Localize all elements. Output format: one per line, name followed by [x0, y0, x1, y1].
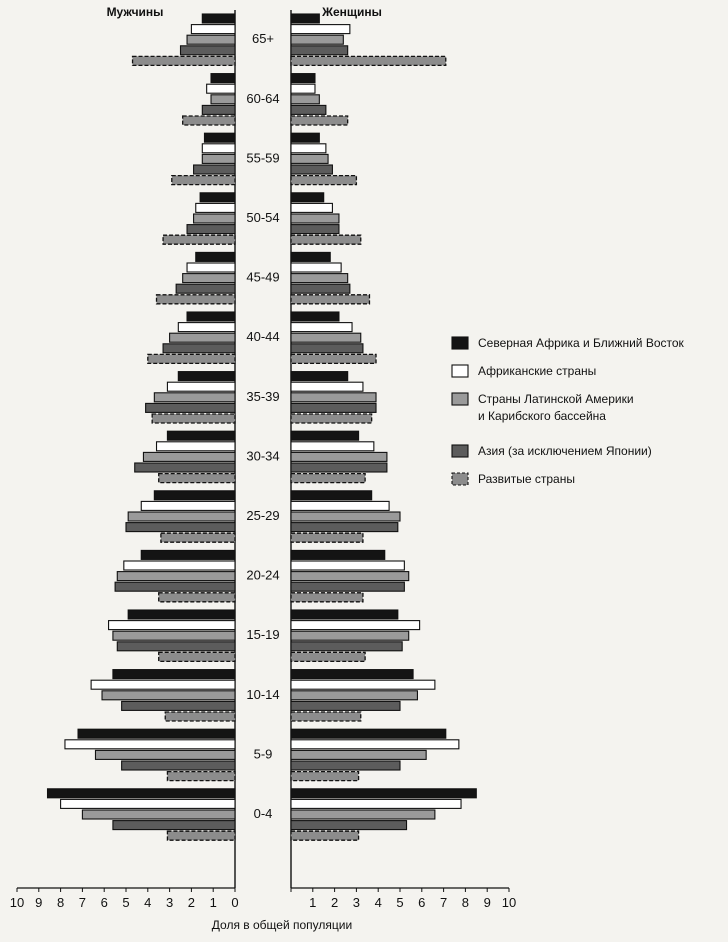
- bar-male-60-64-series-3: [202, 105, 235, 114]
- bar-male-25-29-series-3: [126, 523, 235, 532]
- legend-label-line: и Карибского бассейна: [478, 409, 606, 423]
- bar-male-50-54-series-2: [194, 214, 235, 223]
- x-tick-label: 7: [78, 895, 87, 910]
- x-tick-label: 8: [461, 895, 470, 910]
- bar-male-30-34-series-2: [143, 452, 235, 461]
- bar-male-15-19-series-2: [113, 631, 235, 640]
- bar-male-5-9-series-0: [78, 729, 235, 738]
- bar-female-40-44-series-2: [291, 333, 361, 342]
- bar-female-20-24-series-2: [291, 572, 409, 581]
- bar-male-45-49-series-0: [196, 252, 235, 261]
- x-tick-label: 3: [352, 895, 361, 910]
- bar-female-45-49-series-3: [291, 284, 350, 293]
- bar-female-30-34-series-0: [291, 431, 359, 440]
- bar-female-40-44-series-1: [291, 323, 352, 332]
- x-tick-label: 9: [35, 895, 43, 910]
- bar-female-20-24-series-1: [291, 561, 404, 570]
- bar-female-55-59-series-3: [291, 165, 332, 174]
- bar-female-5-9-series-3: [291, 761, 400, 770]
- bar-female-35-39-series-4: [291, 414, 372, 423]
- bar-female-0-4-series-4: [291, 831, 359, 840]
- bar-male-35-39-series-4: [152, 414, 235, 423]
- bar-male-40-44-series-2: [170, 333, 235, 342]
- bar-female-65+-series-1: [291, 25, 350, 34]
- bar-female-55-59-series-4: [291, 176, 356, 185]
- bar-male-30-34-series-3: [135, 463, 235, 472]
- bar-male-10-14-series-1: [91, 680, 235, 689]
- bar-female-30-34-series-4: [291, 474, 365, 483]
- legend-swatch: [452, 445, 468, 457]
- bar-female-40-44-series-4: [291, 354, 376, 363]
- bar-female-45-49-series-0: [291, 252, 330, 261]
- bar-female-10-14-series-4: [291, 712, 361, 721]
- bar-female-50-54-series-2: [291, 214, 339, 223]
- bar-male-30-34-series-0: [167, 431, 235, 440]
- bar-female-0-4-series-3: [291, 821, 407, 830]
- age-group-label: 30-34: [246, 448, 280, 464]
- bar-male-30-34-series-1: [157, 442, 235, 451]
- bar-female-15-19-series-3: [291, 642, 402, 651]
- bar-female-25-29-series-4: [291, 533, 363, 542]
- legend-swatch: [452, 473, 468, 485]
- bar-male-20-24-series-4: [159, 593, 235, 602]
- bar-male-15-19-series-4: [159, 652, 235, 661]
- bar-male-15-19-series-0: [128, 610, 235, 619]
- x-tick-label: 10: [501, 895, 517, 910]
- bar-male-65+-series-2: [187, 35, 235, 44]
- bar-male-5-9-series-4: [167, 772, 235, 781]
- x-tick-label: 1: [209, 895, 217, 910]
- bar-male-50-54-series-1: [196, 203, 235, 212]
- bar-male-40-44-series-0: [187, 312, 235, 321]
- bar-male-15-19-series-3: [117, 642, 235, 651]
- x-tick-label: 1: [309, 895, 317, 910]
- bar-female-10-14-series-3: [291, 701, 400, 710]
- bar-male-10-14-series-2: [102, 691, 235, 700]
- bar-female-45-49-series-4: [291, 295, 369, 304]
- bar-female-45-49-series-1: [291, 263, 341, 272]
- legend-swatch: [452, 337, 468, 349]
- x-tick-label: 9: [483, 895, 491, 910]
- bar-male-10-14-series-3: [122, 701, 235, 710]
- bar-female-60-64-series-1: [291, 84, 315, 93]
- x-axis-title: Доля в общей популяции: [211, 918, 353, 932]
- bar-male-25-29-series-4: [161, 533, 235, 542]
- bar-male-65+-series-1: [191, 25, 235, 34]
- bar-female-50-54-series-0: [291, 193, 324, 202]
- x-tick-label: 8: [56, 895, 65, 910]
- bar-female-25-29-series-1: [291, 501, 389, 510]
- bar-male-0-4-series-2: [82, 810, 235, 819]
- bar-female-40-44-series-0: [291, 312, 339, 321]
- bar-male-55-59-series-2: [202, 154, 235, 163]
- bar-female-10-14-series-0: [291, 670, 413, 679]
- bar-male-45-49-series-2: [183, 274, 235, 283]
- bar-male-55-59-series-1: [202, 144, 235, 153]
- bar-female-5-9-series-2: [291, 750, 426, 759]
- bar-male-35-39-series-2: [154, 393, 235, 402]
- bar-female-10-14-series-1: [291, 680, 435, 689]
- bar-male-10-14-series-0: [113, 670, 235, 679]
- bar-male-25-29-series-1: [141, 501, 235, 510]
- bar-female-25-29-series-3: [291, 523, 398, 532]
- x-tick-label: 3: [165, 895, 174, 910]
- bar-male-60-64-series-1: [207, 84, 235, 93]
- age-group-label: 55-59: [246, 150, 280, 166]
- bar-male-0-4-series-1: [61, 799, 235, 808]
- bar-female-65+-series-2: [291, 35, 343, 44]
- bar-female-20-24-series-4: [291, 593, 363, 602]
- bar-male-55-59-series-3: [194, 165, 235, 174]
- x-tick-label: 5: [396, 895, 404, 910]
- age-group-label: 25-29: [246, 508, 280, 523]
- x-tick-label: 4: [374, 895, 382, 910]
- bar-male-0-4-series-4: [167, 831, 235, 840]
- bar-male-45-49-series-3: [176, 284, 235, 293]
- age-group-label: 40-44: [246, 329, 280, 345]
- bar-female-65+-series-3: [291, 46, 348, 55]
- age-group-label: 65+: [251, 31, 275, 47]
- legend-label: Северная Африка и Ближний Восток: [478, 336, 684, 350]
- bar-female-15-19-series-4: [291, 652, 365, 661]
- age-group-label: 45-49: [246, 269, 280, 285]
- bar-female-15-19-series-0: [291, 610, 398, 619]
- bar-male-55-59-series-0: [204, 133, 235, 142]
- bar-male-30-34-series-4: [159, 474, 235, 483]
- bar-male-60-64-series-2: [211, 95, 235, 104]
- bar-male-5-9-series-2: [95, 750, 235, 759]
- bar-female-5-9-series-1: [291, 740, 459, 749]
- bar-female-45-49-series-2: [291, 274, 348, 283]
- x-tick-label: 2: [330, 895, 339, 910]
- x-tick-label: 7: [439, 895, 448, 910]
- bar-female-30-34-series-2: [291, 452, 387, 461]
- bar-male-15-19-series-1: [109, 621, 235, 630]
- legend-label: Африканские страны: [478, 364, 597, 378]
- bar-male-40-44-series-3: [163, 344, 235, 353]
- bar-male-40-44-series-1: [178, 323, 235, 332]
- bar-male-65+-series-0: [202, 14, 235, 23]
- bar-female-20-24-series-3: [291, 582, 404, 591]
- legend-label: [478, 392, 634, 423]
- x-tick-label: 0: [231, 895, 239, 910]
- bar-female-25-29-series-2: [291, 512, 400, 521]
- age-group-label: 10-14: [246, 686, 280, 702]
- bar-male-5-9-series-3: [122, 761, 235, 770]
- bar-female-65+-series-0: [291, 14, 319, 23]
- bar-male-25-29-series-0: [154, 491, 235, 500]
- x-tick-label: 2: [187, 895, 196, 910]
- panel-label-men: Мужчины: [106, 5, 164, 19]
- bar-female-50-54-series-4: [291, 235, 361, 244]
- x-tick-label: 6: [418, 895, 426, 910]
- bar-male-60-64-series-0: [211, 74, 235, 83]
- bar-male-5-9-series-1: [65, 740, 235, 749]
- bar-female-15-19-series-2: [291, 631, 409, 640]
- age-group-label: 50-54: [246, 210, 280, 225]
- age-group-label: 5-9: [253, 746, 273, 762]
- bar-female-5-9-series-0: [291, 729, 446, 738]
- bar-male-25-29-series-2: [128, 512, 235, 521]
- bar-female-10-14-series-2: [291, 691, 417, 700]
- x-tick-label: 10: [9, 895, 25, 910]
- bar-male-40-44-series-4: [148, 354, 235, 363]
- x-tick-label: 4: [144, 895, 152, 910]
- age-group-label: 35-39: [246, 388, 280, 404]
- bar-male-50-54-series-0: [200, 193, 235, 202]
- bar-male-20-24-series-3: [115, 582, 235, 591]
- panel-label-women: Женщины: [322, 5, 382, 19]
- bar-male-60-64-series-4: [183, 116, 235, 125]
- bar-female-60-64-series-3: [291, 105, 326, 114]
- bar-female-55-59-series-2: [291, 154, 328, 163]
- x-tick-label: 6: [100, 895, 108, 910]
- legend-label: Развитые страны: [478, 472, 575, 486]
- bar-male-10-14-series-4: [165, 712, 235, 721]
- bar-female-35-39-series-1: [291, 382, 363, 391]
- age-group-label: 0-4: [253, 806, 273, 821]
- bar-female-20-24-series-0: [291, 550, 385, 559]
- bar-female-60-64-series-2: [291, 95, 319, 104]
- legend-swatch: [452, 393, 468, 405]
- age-group-label: 60-64: [246, 90, 280, 106]
- bar-female-60-64-series-4: [291, 116, 348, 125]
- bar-female-30-34-series-3: [291, 463, 387, 472]
- legend-label-line: Страны Латинской Америки: [478, 392, 634, 406]
- bar-male-20-24-series-0: [141, 550, 235, 559]
- x-tick-label: 5: [122, 895, 130, 910]
- bar-female-50-54-series-3: [291, 225, 339, 234]
- age-group-label: 15-19: [246, 627, 280, 643]
- bar-female-15-19-series-1: [291, 621, 420, 630]
- age-group-label: 20-24: [246, 567, 280, 583]
- bar-male-55-59-series-4: [172, 176, 235, 185]
- bar-female-0-4-series-1: [291, 799, 461, 808]
- bar-female-50-54-series-1: [291, 203, 332, 212]
- bar-female-55-59-series-0: [291, 133, 319, 142]
- bar-male-50-54-series-3: [187, 225, 235, 234]
- bar-female-40-44-series-3: [291, 344, 363, 353]
- bar-male-0-4-series-0: [48, 789, 235, 798]
- bar-male-20-24-series-1: [124, 561, 235, 570]
- bar-male-45-49-series-1: [187, 263, 235, 272]
- bar-female-55-59-series-1: [291, 144, 326, 153]
- bar-male-65+-series-4: [133, 56, 235, 65]
- bar-female-65+-series-4: [291, 56, 446, 65]
- legend-label: Азия (за исключением Японии): [478, 444, 652, 458]
- bar-male-50-54-series-4: [163, 235, 235, 244]
- bar-female-0-4-series-2: [291, 810, 435, 819]
- bar-male-35-39-series-0: [178, 372, 235, 381]
- bar-male-20-24-series-2: [117, 572, 235, 581]
- bar-female-35-39-series-3: [291, 403, 376, 412]
- bar-male-45-49-series-4: [157, 295, 235, 304]
- legend-swatch: [452, 365, 468, 377]
- bar-male-35-39-series-1: [167, 382, 235, 391]
- bar-female-5-9-series-4: [291, 772, 359, 781]
- bar-female-35-39-series-2: [291, 393, 376, 402]
- bar-female-60-64-series-0: [291, 74, 315, 83]
- bar-female-30-34-series-1: [291, 442, 374, 451]
- bar-female-25-29-series-0: [291, 491, 372, 500]
- bar-female-35-39-series-0: [291, 372, 348, 381]
- bar-male-65+-series-3: [181, 46, 236, 55]
- bar-male-35-39-series-3: [146, 403, 235, 412]
- bar-male-0-4-series-3: [113, 821, 235, 830]
- bar-female-0-4-series-0: [291, 789, 476, 798]
